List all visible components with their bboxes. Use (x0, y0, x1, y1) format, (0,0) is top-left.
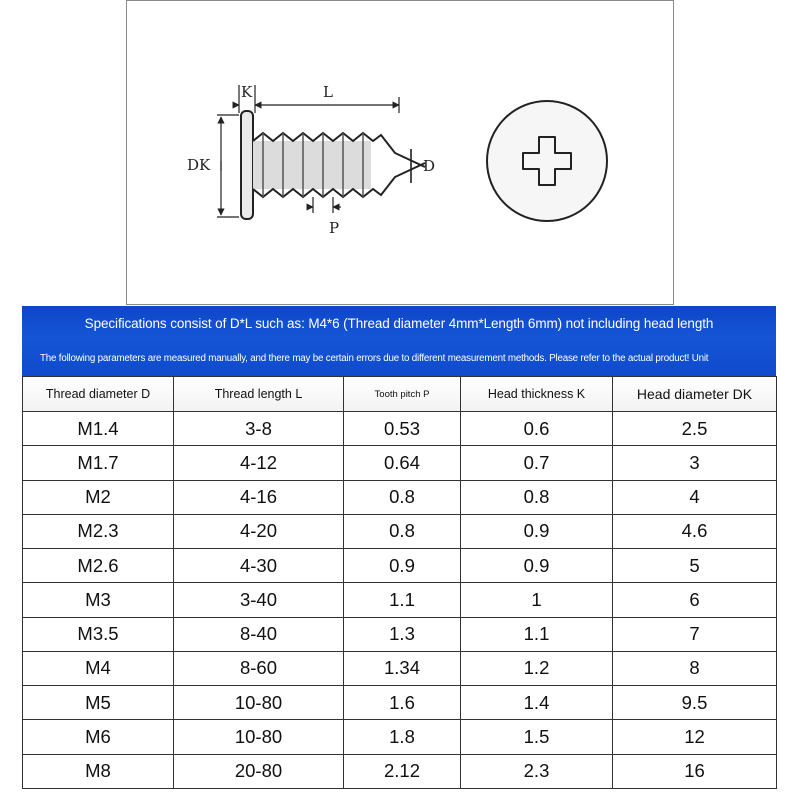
cell-head-thickness: 0.8 (461, 480, 613, 514)
cell-tooth-pitch: 0.8 (344, 514, 461, 548)
spec-table (22, 376, 777, 789)
cell-thread-length: 10-80 (174, 720, 344, 754)
cell-head-diameter: 12 (613, 720, 777, 754)
table-row (23, 480, 777, 514)
cell-thread-diameter: M2.3 (23, 514, 174, 548)
header-thread-diameter: Thread diameter D (23, 377, 174, 412)
cell-thread-length: 3-8 (174, 412, 344, 446)
cell-head-thickness: 1.2 (461, 651, 613, 685)
cell-thread-length: 3-40 (174, 583, 344, 617)
cell-thread-diameter: M1.7 (23, 446, 174, 480)
cell-thread-diameter: M6 (23, 720, 174, 754)
cell-head-diameter: 2.5 (613, 412, 777, 446)
table-row (23, 686, 777, 720)
cell-head-thickness: 0.7 (461, 446, 613, 480)
cell-head-thickness: 0.9 (461, 549, 613, 583)
cell-tooth-pitch: 0.53 (344, 412, 461, 446)
screw-diagram (126, 0, 674, 305)
table-row (23, 583, 777, 617)
label-d: D (423, 157, 436, 175)
cell-head-diameter: 9.5 (613, 686, 777, 720)
cell-tooth-pitch: 2.12 (344, 754, 461, 788)
table-row (23, 754, 777, 788)
cell-head-diameter: 6 (613, 583, 777, 617)
label-l: L (323, 83, 333, 101)
cell-thread-diameter: M8 (23, 754, 174, 788)
cell-thread-length: 8-40 (174, 617, 344, 651)
cell-tooth-pitch: 1.6 (344, 686, 461, 720)
cell-head-thickness: 1.5 (461, 720, 613, 754)
header-head-thickness: Head thickness K (461, 377, 613, 412)
cell-head-thickness: 0.6 (461, 412, 613, 446)
screw-head (241, 111, 253, 219)
label-dk: DK (187, 156, 211, 174)
table-row (23, 720, 777, 754)
cell-thread-length: 4-20 (174, 514, 344, 548)
table-row (23, 514, 777, 548)
table-row (23, 651, 777, 685)
cell-tooth-pitch: 1.3 (344, 617, 461, 651)
table-row (23, 446, 777, 480)
cell-head-thickness: 2.3 (461, 754, 613, 788)
phillips-screw-head-icon (487, 101, 607, 221)
cell-head-diameter: 3 (613, 446, 777, 480)
table-header-row (23, 377, 777, 412)
header-tooth-pitch: Tooth pitch P (344, 377, 461, 412)
cell-thread-length: 4-16 (174, 480, 344, 514)
cell-thread-length: 20-80 (174, 754, 344, 788)
header-head-diameter: Head diameter DK (613, 377, 777, 412)
cell-head-thickness: 0.9 (461, 514, 613, 548)
cell-tooth-pitch: 1.34 (344, 651, 461, 685)
cell-thread-diameter: M1.4 (23, 412, 174, 446)
cell-head-diameter: 8 (613, 651, 777, 685)
header-thread-length: Thread length L (174, 377, 344, 412)
cell-tooth-pitch: 1.8 (344, 720, 461, 754)
cell-thread-diameter: M3.5 (23, 617, 174, 651)
cell-thread-diameter: M2 (23, 480, 174, 514)
cell-head-diameter: 4 (613, 480, 777, 514)
cell-tooth-pitch: 0.8 (344, 480, 461, 514)
cell-head-diameter: 7 (613, 617, 777, 651)
spec-format-note: Specifications consist of D*L such as: M4*6 (Thread diameter 4mm*Length 6mm) not including head length (84, 316, 714, 331)
cell-head-diameter: 5 (613, 549, 777, 583)
measurement-disclaimer: The following parameters are measured manually, and there may be certain errors due to different measurement methods. Please refer to the actual product! Unit (40, 353, 709, 364)
screw-dimension-drawing (127, 1, 675, 306)
label-k: K (241, 83, 253, 101)
cell-tooth-pitch: 0.64 (344, 446, 461, 480)
cell-thread-diameter: M5 (23, 686, 174, 720)
cell-tooth-pitch: 0.9 (344, 549, 461, 583)
table-row (23, 412, 777, 446)
cell-thread-diameter: M3 (23, 583, 174, 617)
cell-thread-length: 10-80 (174, 686, 344, 720)
cell-thread-length: 8-60 (174, 651, 344, 685)
table-row (23, 617, 777, 651)
cell-head-thickness: 1.4 (461, 686, 613, 720)
label-p: P (329, 219, 340, 237)
cell-head-thickness: 1 (461, 583, 613, 617)
cell-head-diameter: 4.6 (613, 514, 777, 548)
cell-thread-diameter: M2.6 (23, 549, 174, 583)
cell-thread-diameter: M4 (23, 651, 174, 685)
cell-head-thickness: 1.1 (461, 617, 613, 651)
cell-thread-length: 4-30 (174, 549, 344, 583)
cell-head-diameter: 16 (613, 754, 777, 788)
cell-thread-length: 4-12 (174, 446, 344, 480)
spec-banner (22, 306, 776, 376)
cell-tooth-pitch: 1.1 (344, 583, 461, 617)
table-row (23, 549, 777, 583)
